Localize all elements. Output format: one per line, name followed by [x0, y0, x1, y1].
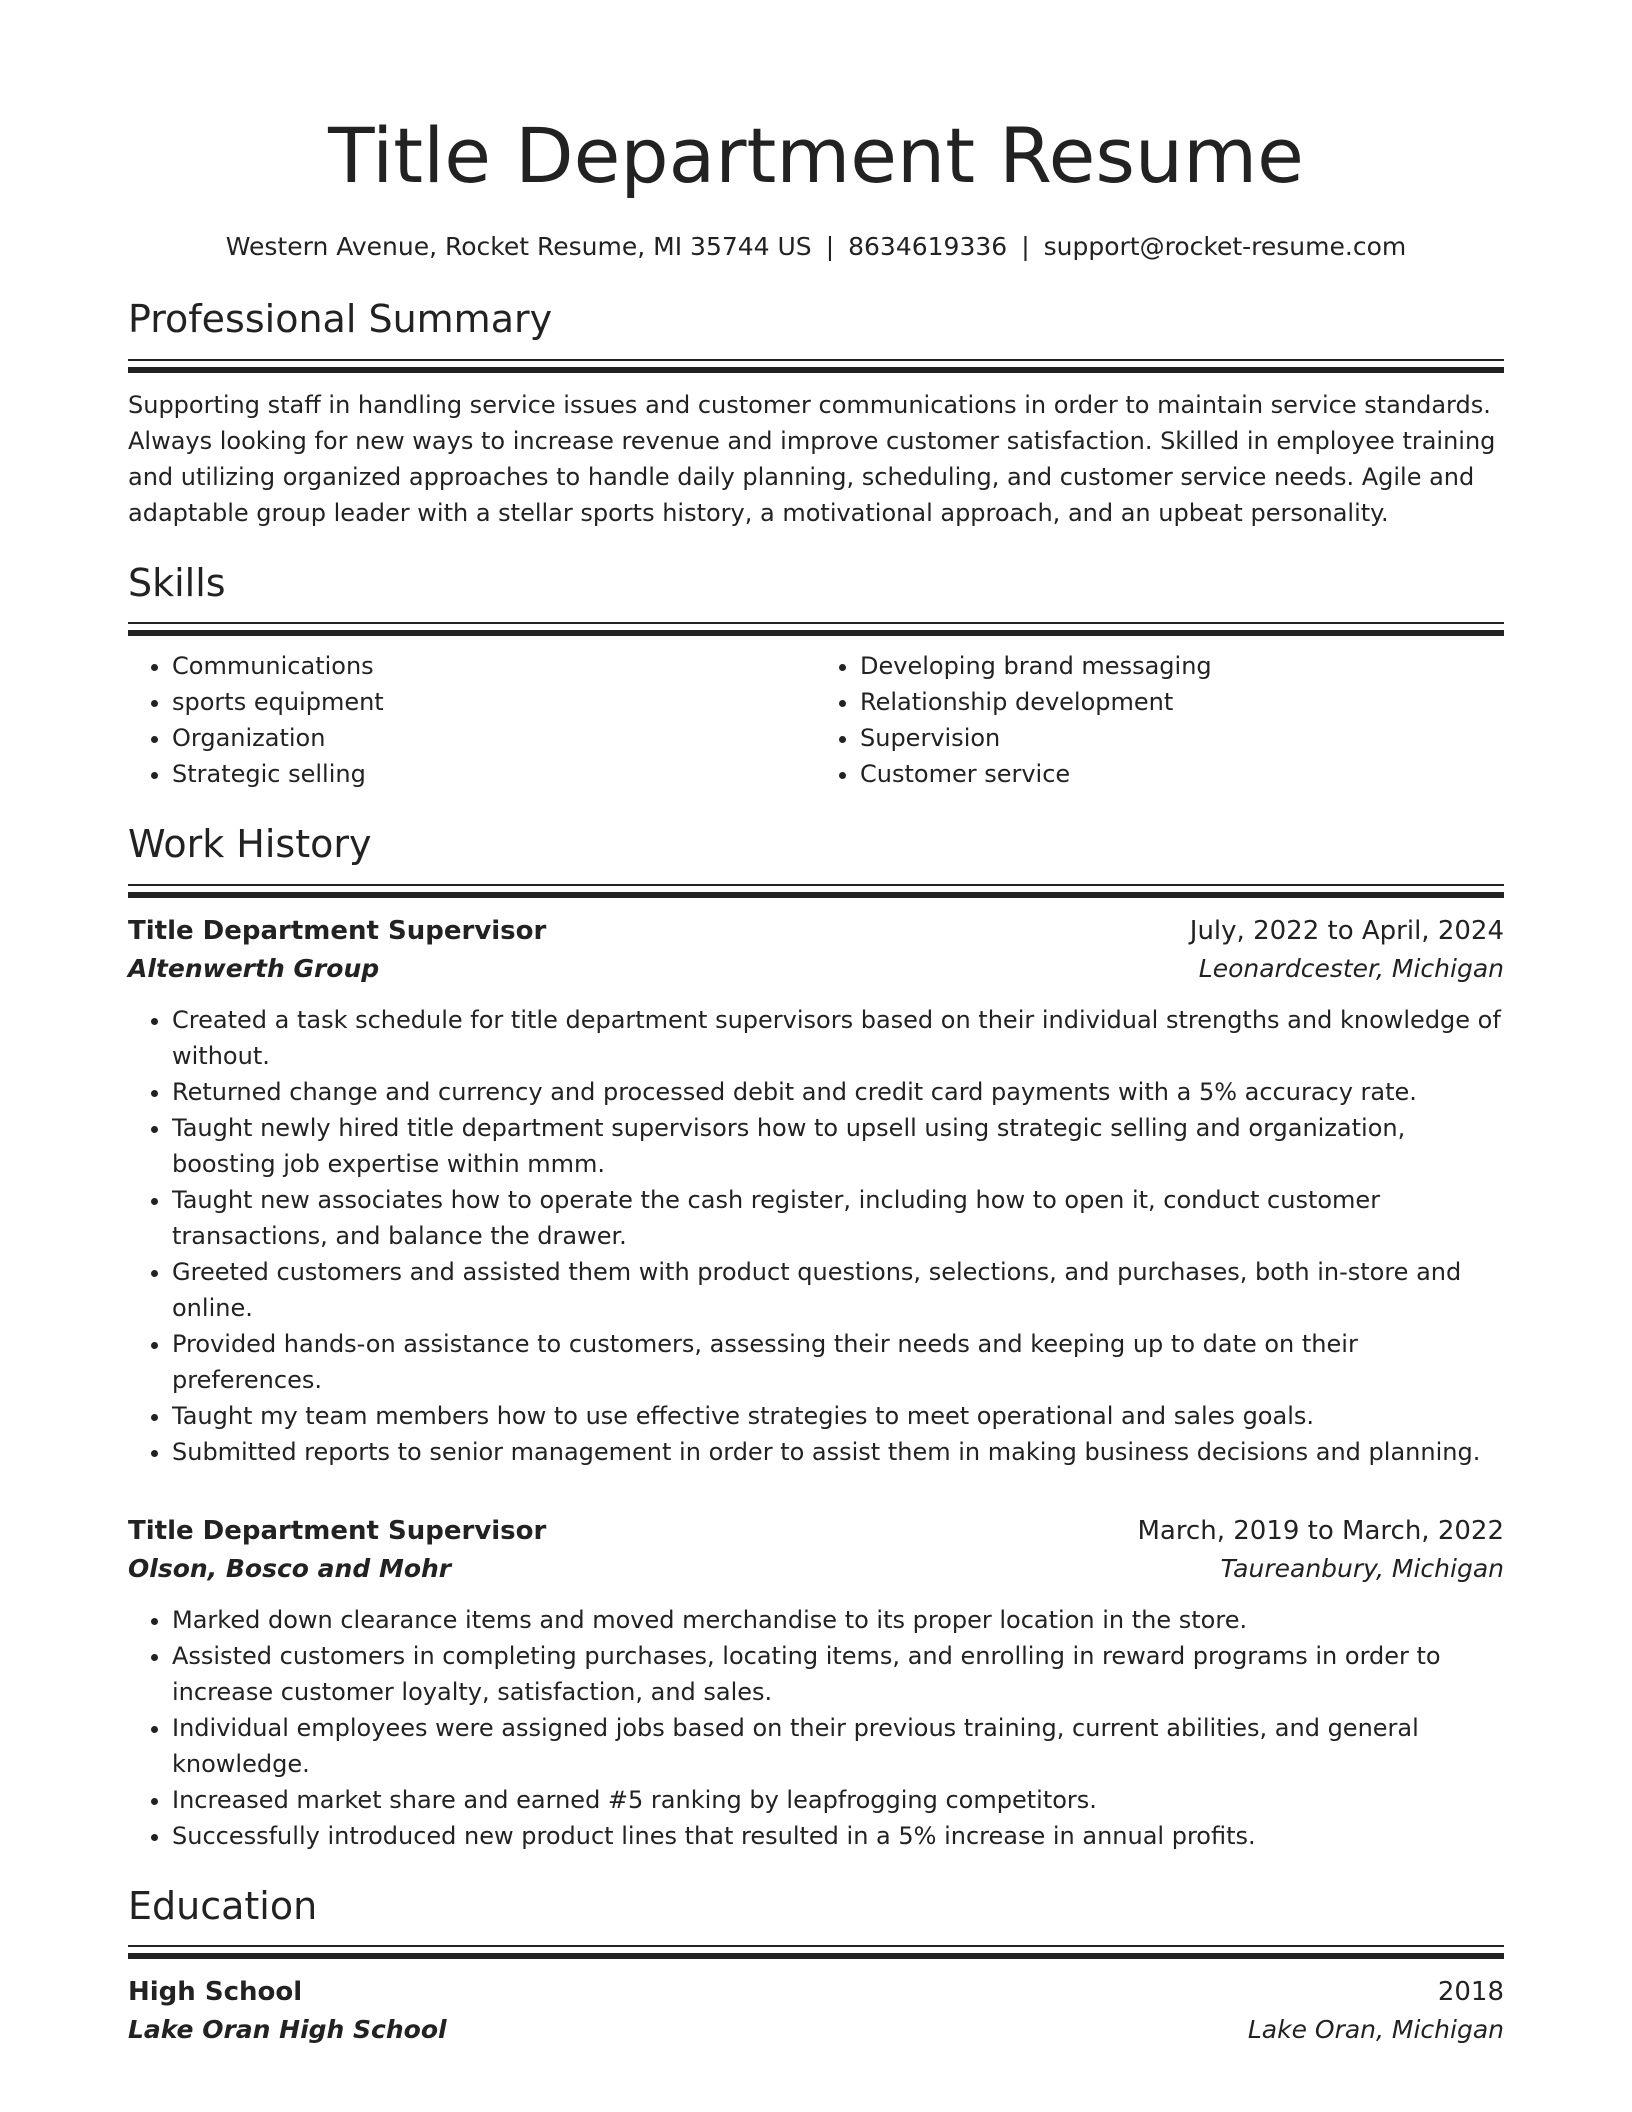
skill-item: • Strategic selling — [172, 756, 816, 792]
contact-line — [128, 232, 1504, 261]
job-dates: March, 2019 to March, 2022 — [1137, 1515, 1504, 1546]
education-school: Lake Oran High School — [128, 2015, 447, 2045]
resume-name: Title Department Resume — [328, 111, 1304, 200]
section-divider — [128, 359, 1504, 361]
contact-separator: | — [825, 232, 835, 261]
skill-item: • Supervision — [860, 720, 1504, 756]
job-bullet: • Taught newly hired title department supervisors how to upsell using strategic selling and organization, boosting job expertise within mmm. — [172, 1110, 1504, 1182]
job-entry — [128, 900, 1504, 1470]
skill-item: • Organization — [172, 720, 816, 756]
job-bullet: • Provided hands-on assistance to customers, assessing their needs and keeping up to date on their preferences. — [172, 1326, 1504, 1398]
section-divider — [128, 1945, 1504, 1947]
education-year: 2018 — [1437, 1977, 1504, 2008]
education-section — [128, 1884, 1504, 2050]
education-location: Lake Oran, Michigan — [1247, 2015, 1504, 2045]
job-bullet: • Increased market share and earned #5 ranking by leapfrogging competitors. — [172, 1782, 1504, 1818]
skill-item: • sports equipment — [172, 684, 816, 720]
job-bullet: • Marked down clearance items and moved merchandise to its proper location in the store. — [172, 1602, 1504, 1638]
job-company: Altenwerth Group — [128, 953, 380, 983]
job-title: Title Department Supervisor — [128, 915, 547, 946]
job-bullet: • Successfully introduced new product lines that resulted in a 5% increase in annual profits. — [172, 1818, 1504, 1854]
section-title-education: Education — [128, 1883, 318, 1928]
contact-email: support@rocket-resume.com — [1043, 232, 1407, 261]
job-bullet: • Assisted customers in completing purchases, locating items, and enrolling in reward programs in order to increase customer loyalty, satisfaction, and sales. — [172, 1638, 1504, 1710]
job-title: Title Department Supervisor — [128, 1515, 547, 1546]
skills-column-left — [128, 648, 816, 792]
job-dates: July, 2022 to April, 2024 — [1189, 915, 1504, 946]
job-bullet: • Returned change and currency and processed debit and credit card payments with a 5% accuracy rate. — [172, 1074, 1504, 1110]
summary-text: Supporting staff in handling service issues and customer communications in order to maintain service standards. Always looking for new ways to increase revenue and improve customer satisfaction. Skilled in employee training and utilizing organized approaches to handle daily planning, scheduling, and customer service needs. Agile and adaptable group leader with a stellar sports history, a motivational approach, and an upbeat personality. — [128, 390, 1496, 527]
contact-address: Western Avenue, Rocket Resume, MI 35744 US — [225, 232, 812, 261]
section-divider — [128, 622, 1504, 624]
skill-item: • Relationship development — [860, 684, 1504, 720]
job-location: Taureanbury, Michigan — [1220, 1553, 1504, 1583]
work-history-section — [128, 822, 1504, 1854]
job-bullet: • Individual employees were assigned jobs based on their previous training, current abilities, and general knowledge. — [172, 1710, 1504, 1782]
education-entry — [128, 1961, 1504, 2049]
section-title-skills: Skills — [128, 560, 226, 605]
section-title-work: Work History — [128, 822, 372, 867]
job-entry — [128, 1500, 1504, 1854]
skill-item: • Developing brand messaging — [860, 648, 1504, 684]
contact-separator: | — [1021, 232, 1030, 261]
skills-list — [128, 638, 1504, 792]
job-bullet: • Greeted customers and assisted them with product questions, selections, and purchases, both in-store and online. — [172, 1254, 1504, 1326]
education-degree: High School — [128, 1977, 303, 2008]
skill-item: • Communications — [172, 648, 816, 684]
contact-phone: 8634619336 — [848, 232, 1008, 261]
skills-column-right — [816, 648, 1504, 792]
skill-item: • Customer service — [860, 756, 1504, 792]
job-bullet: • Taught new associates how to operate the cash register, including how to open it, conduct customer transactions, and balance the drawer. — [172, 1182, 1504, 1254]
job-bullet: • Submitted reports to senior management in order to assist them in making business decisions and planning. — [172, 1434, 1504, 1470]
job-company: Olson, Bosco and Mohr — [128, 1553, 452, 1583]
job-bullets — [128, 1002, 1504, 1470]
job-bullet: • Created a task schedule for title department supervisors based on their individual strengths and knowledge of without. — [172, 1002, 1504, 1074]
section-divider — [128, 884, 1504, 886]
job-location: Leonardcester, Michigan — [1198, 953, 1504, 983]
summary-section — [128, 297, 1504, 531]
job-bullet: • Taught my team members how to use effective strategies to meet operational and sales goals. — [172, 1398, 1504, 1434]
job-bullets — [128, 1602, 1504, 1854]
skills-section — [128, 561, 1504, 793]
section-title-summary: Professional Summary — [128, 297, 553, 341]
